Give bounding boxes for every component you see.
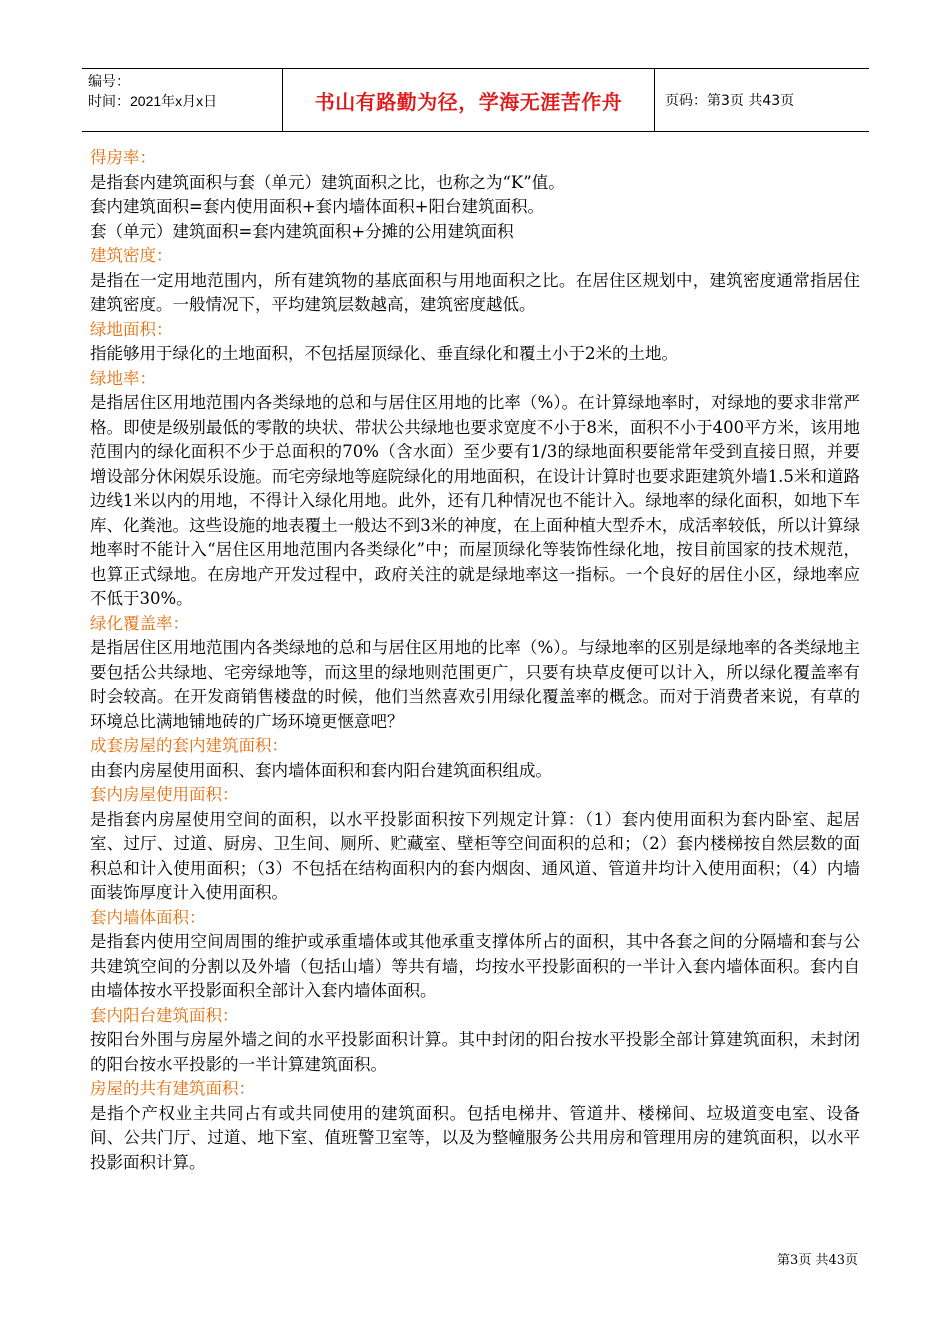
section-block <box>90 783 860 906</box>
header-motto: 书山有路勤为径，学海无涯苦作舟 <box>282 69 655 131</box>
section-title: 绿地率： <box>90 368 156 388</box>
section-title: 成套房屋的套内建筑面积： <box>90 736 288 755</box>
section-block <box>90 612 860 735</box>
section-paragraph: 是指个产权业主共同占有或共同使用的建筑面积。包括电梯井、管道井、楼梯间、垃圾道变电室、设备间、公共门厅、过道、地下室、值班警卫室等，以及为整幢服务公共用房和管理用房的建筑面积，以水平投影面积计算。 <box>90 1103 860 1172</box>
section-paragraph: 由套内房屋使用面积、套内墙体面积和套内阳台建筑面积组成。 <box>90 760 552 780</box>
section-paragraph: 是指套内房屋使用空间的面积，以水平投影面积按下列规定计算：（1）套内使用面积为套内卧室、起居室、过厅、过道、厨房、卫生间、厕所、贮藏室、壁柜等空间面积的总和；（2）套内楼梯按自然层数的面积总和计入使用面积；（3）不包括在结构面积内的套内烟囱、通风道、管道井均计入使用面积；（4）内墙面装饰厚度计入使用面积。 <box>90 809 860 902</box>
section-block <box>90 1077 860 1175</box>
section-title: 套内阳台建筑面积： <box>90 1005 239 1025</box>
section-block <box>90 146 860 244</box>
section-title: 建筑密度： <box>90 246 173 265</box>
section-title: 房屋的共有建筑面积： <box>90 1079 255 1098</box>
header-meta <box>82 69 282 131</box>
section-paragraph: 是指居住区用地范围内各类绿地的总和与居住区用地的比率（%）。与绿地率的区别是绿地率的各类绿地主要包括公共绿地、宅旁绿地等，而这里的绿地则范围更广，只要有块草皮便可以计入，所以绿化覆盖率有时会较高。在开发商销售楼盘的时候，他们当然喜欢引用绿化覆盖率的概念。而对于消费者来说，有草的环境总比满地铺地砖的广场环境更惬意吧？ <box>90 638 860 731</box>
time-label: 时间：2021年x月x日 <box>88 93 218 109</box>
section-title: 套内墙体面积： <box>90 907 206 927</box>
section-paragraph: 指能够用于绿化的土地面积，不包括屋顶绿化、垂直绿化和覆土小于2米的土地。 <box>90 344 678 363</box>
section-title: 绿化覆盖率： <box>90 613 189 633</box>
section-block <box>90 367 860 612</box>
section-block <box>90 906 860 1004</box>
section-block <box>90 734 860 783</box>
section-paragraph: 是指居住区用地范围内各类绿地的总和与居住区用地的比率（%）。在计算绿地率时，对绿地的要求非常严格。即使是级别最低的零散的块状、带状公共绿地也要求宽度不小于8米，面积不小于400平方米，该用地范围内的绿化面积不少于总面积的70%（含水面）至少要有1/3的绿地面积要能常年受到直接日照，并要增设部分休闲娱乐设施。而宅旁绿地等庭院绿化的用地面积，在设计计算时也要求距建筑外墙1.5米和道路边线1米以内的用地，不得计入绿化用地。此外，还有几种情况也不能计入。绿地率的绿化面积，如地下车库、化粪池。这些设施的地表覆土一般达不到3米的神度，在上面种植大型乔木，成活率较低，所以计算绿地率时不能计入“居住区用地范围内各类绿化”中；而屋顶绿化等装饰性绿化地，按目前国家的技术规范，也算正式绿地。在房地产开发过程中，政府关注的就是绿地率这一指标。一个良好的居住小区，绿地率应不低于30%。 <box>90 393 860 608</box>
section-paragraph: 是指套内使用空间周围的维护或承重墙体或其他承重支撑体所占的面积，其中各套之间的分隔墙和套与公共建筑空间的分割以及外墙（包括山墙）等共有墙，均按水平投影面积的一半计入套内墙体面积。套内自由墙体按水平投影面积全部计入套内墙体面积。 <box>90 932 860 1000</box>
header-page-info: 页码：第3页 共43页 <box>665 93 795 109</box>
section-paragraph: 是指套内建筑面积与套（单元）建筑面积之比，也称之为“K”值。 <box>90 172 565 192</box>
section-title: 得房率： <box>90 148 156 167</box>
section-block <box>90 244 860 318</box>
section-paragraph: 套内建筑面积=套内使用面积+套内墙体面积+阳台建筑面积。 <box>90 197 544 216</box>
section-block <box>90 1004 860 1078</box>
section-paragraph: 套（单元）建筑面积=套内建筑面积+分摊的公用建筑面积 <box>90 221 514 241</box>
section-paragraph: 是指在一定用地范围内，所有建筑物的基底面积与用地面积之比。在居住区规划中，建筑密度通常指居住建筑密度。一般情况下，平均建筑层数越高，建筑密度越低。 <box>90 270 860 314</box>
section-title: 套内房屋使用面积： <box>90 785 239 804</box>
document-body <box>90 146 860 1175</box>
page-footer: 第3页 共43页 <box>777 1253 858 1268</box>
section-title: 绿地面积： <box>90 319 173 339</box>
page-header <box>82 68 869 132</box>
section-block <box>90 318 860 367</box>
section-paragraph: 按阳台外围与房屋外墙之间的水平投影面积计算。其中封闭的阳台按水平投影全部计算建筑面积，未封闭的阳台按水平投影的一半计算建筑面积。 <box>90 1030 860 1074</box>
number-label: 编号： <box>88 73 130 89</box>
